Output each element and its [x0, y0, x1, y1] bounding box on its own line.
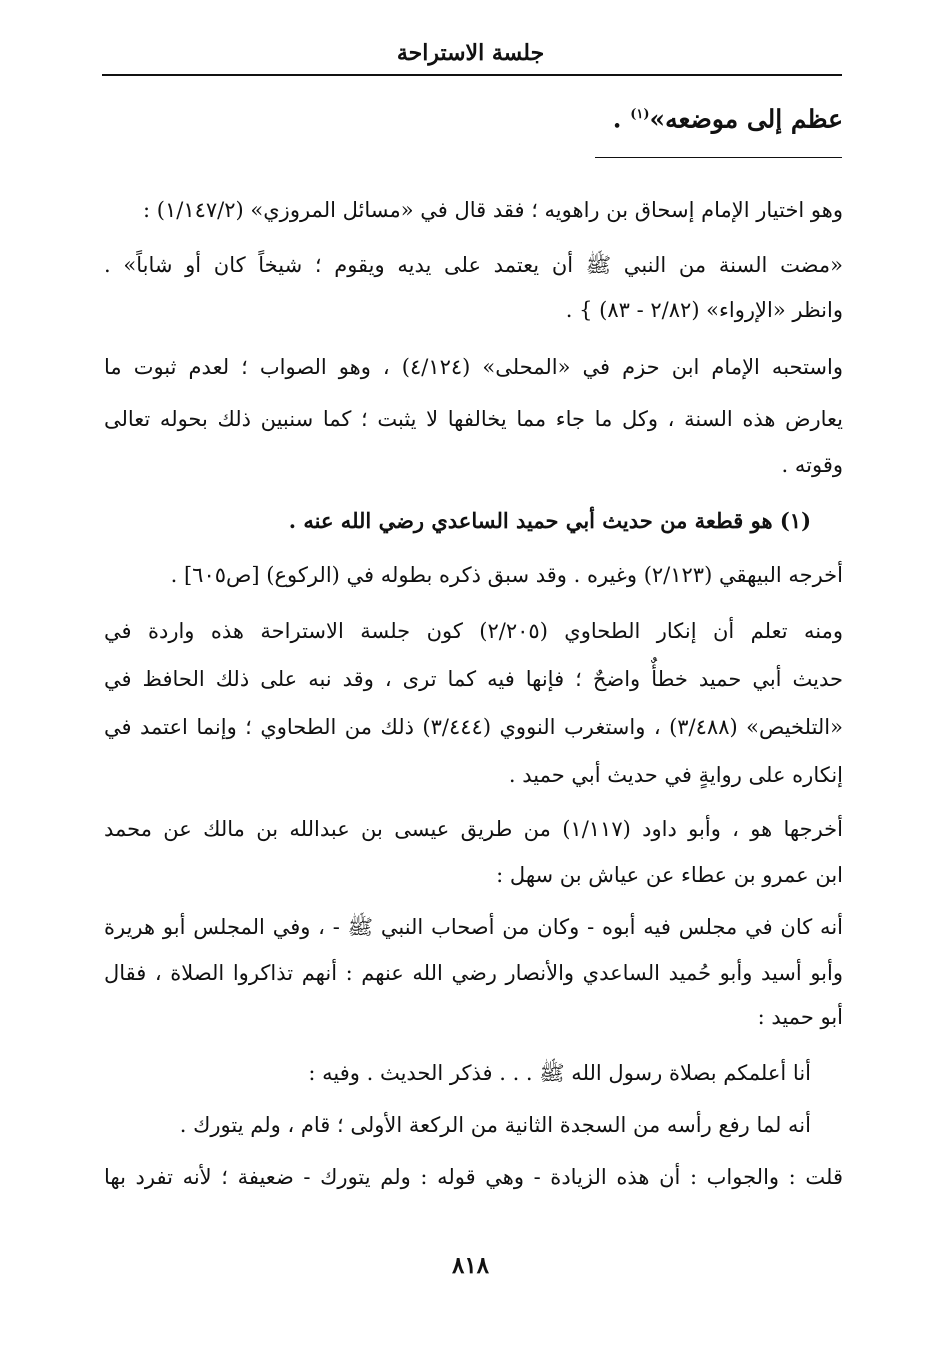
footnote-line: أخرجه البيهقي (٢/١٢٣) وغيره . وقد سبق ذكره بطوله في (الركوع) [ص٦٠٥] . — [170, 563, 843, 587]
footnote-line: أنه لما رفع رأسه من السجدة الثانية من الركعة الأولى ؛ قام ، ولم يتورك . — [179, 1113, 811, 1137]
footnote-line: أبو حميد : — [757, 1005, 843, 1029]
note-line: وهو اختيار الإمام إسحاق بن راهويه ؛ فقد قال في «مسائل المروزي» (١/١٤٧/٢) : — [143, 198, 843, 222]
note-line: واستحبه الإمام ابن حزم في «المحلى» (٤/١٢٤) ، وهو الصواب ؛ لعدم ثبوت ما — [104, 355, 843, 379]
main-text-end: . — [612, 104, 631, 134]
footnote-line: أنه كان في مجلس فيه أبوه - وكان من أصحاب النبي ﷺ - ، وفي المجلس أبو هريرة — [104, 915, 843, 939]
footnote-line: ابن عمرو بن عطاء عن عياش بن سهل : — [496, 863, 843, 887]
footnote-separator — [595, 157, 842, 158]
footnote-line: أخرجها هو ، وأبو داود (١/١١٧) من طريق عيسى بن عبدالله بن مالك عن محمد — [104, 817, 843, 841]
header-rule — [102, 74, 842, 76]
page-number: ٨١٨ — [451, 1252, 490, 1279]
note-line: «مضت السنة من النبي ﷺ أن يعتمد على يديه ويقوم ؛ شيخاً كان أو شاباً» . — [104, 253, 843, 277]
footnote-line: إنكاره على روايةٍ في حديث أبي حميد . — [508, 763, 843, 787]
footnote-line: قلت : والجواب : أن هذه الزيادة - وهي قوله : ولم يتورك - ضعيفة ؛ لأنه تفرد بها — [104, 1165, 843, 1189]
note-line: وانظر «الإرواء» (٢/٨٢ - ٨٣) } . — [565, 298, 843, 322]
note-line: يعارض هذه السنة ، وكل ما جاء مما يخالفها لا يثبت ؛ كما سنبين ذلك بحوله تعالى — [104, 407, 843, 431]
footnote-line: وأبو أسيد وأبو حُميد الساعدي والأنصار رضي الله عنهم : أنهم تذاكروا الصلاة ، فقال — [104, 961, 843, 985]
main-text-line — [613, 100, 843, 134]
note-line: وقوته . — [781, 453, 843, 477]
footnote-line: «التلخيص» (٣/٤٨٨) ، واستغرب النووي (٣/٤٤٤) ذلك من الطحاوي ؛ وإنما اعتمد في — [104, 715, 843, 739]
footnote-line: أنا أعلمكم بصلاة رسول الله ﷺ . . . فذكر الحديث . وفيه : — [308, 1061, 811, 1085]
main-text: عظم إلى موضعه» — [649, 104, 843, 134]
running-header-title: جلسة الاستراحة — [396, 40, 545, 66]
footnote-marker: (١) — [630, 107, 650, 122]
footnote-line: حديث أبي حميد خطأٌ واضحٌ ؛ فإنها فيه كما ترى ، وقد نبه على ذلك الحافظ في — [104, 667, 843, 691]
footnote-line: ومنه تعلم أن إنكار الطحاوي (٢/٢٠٥) كون جلسة الاستراحة هذه واردة في — [104, 619, 843, 643]
footnote-heading: (١) هو قطعة من حديث أبي حميد الساعدي رضي الله عنه . — [288, 508, 811, 533]
